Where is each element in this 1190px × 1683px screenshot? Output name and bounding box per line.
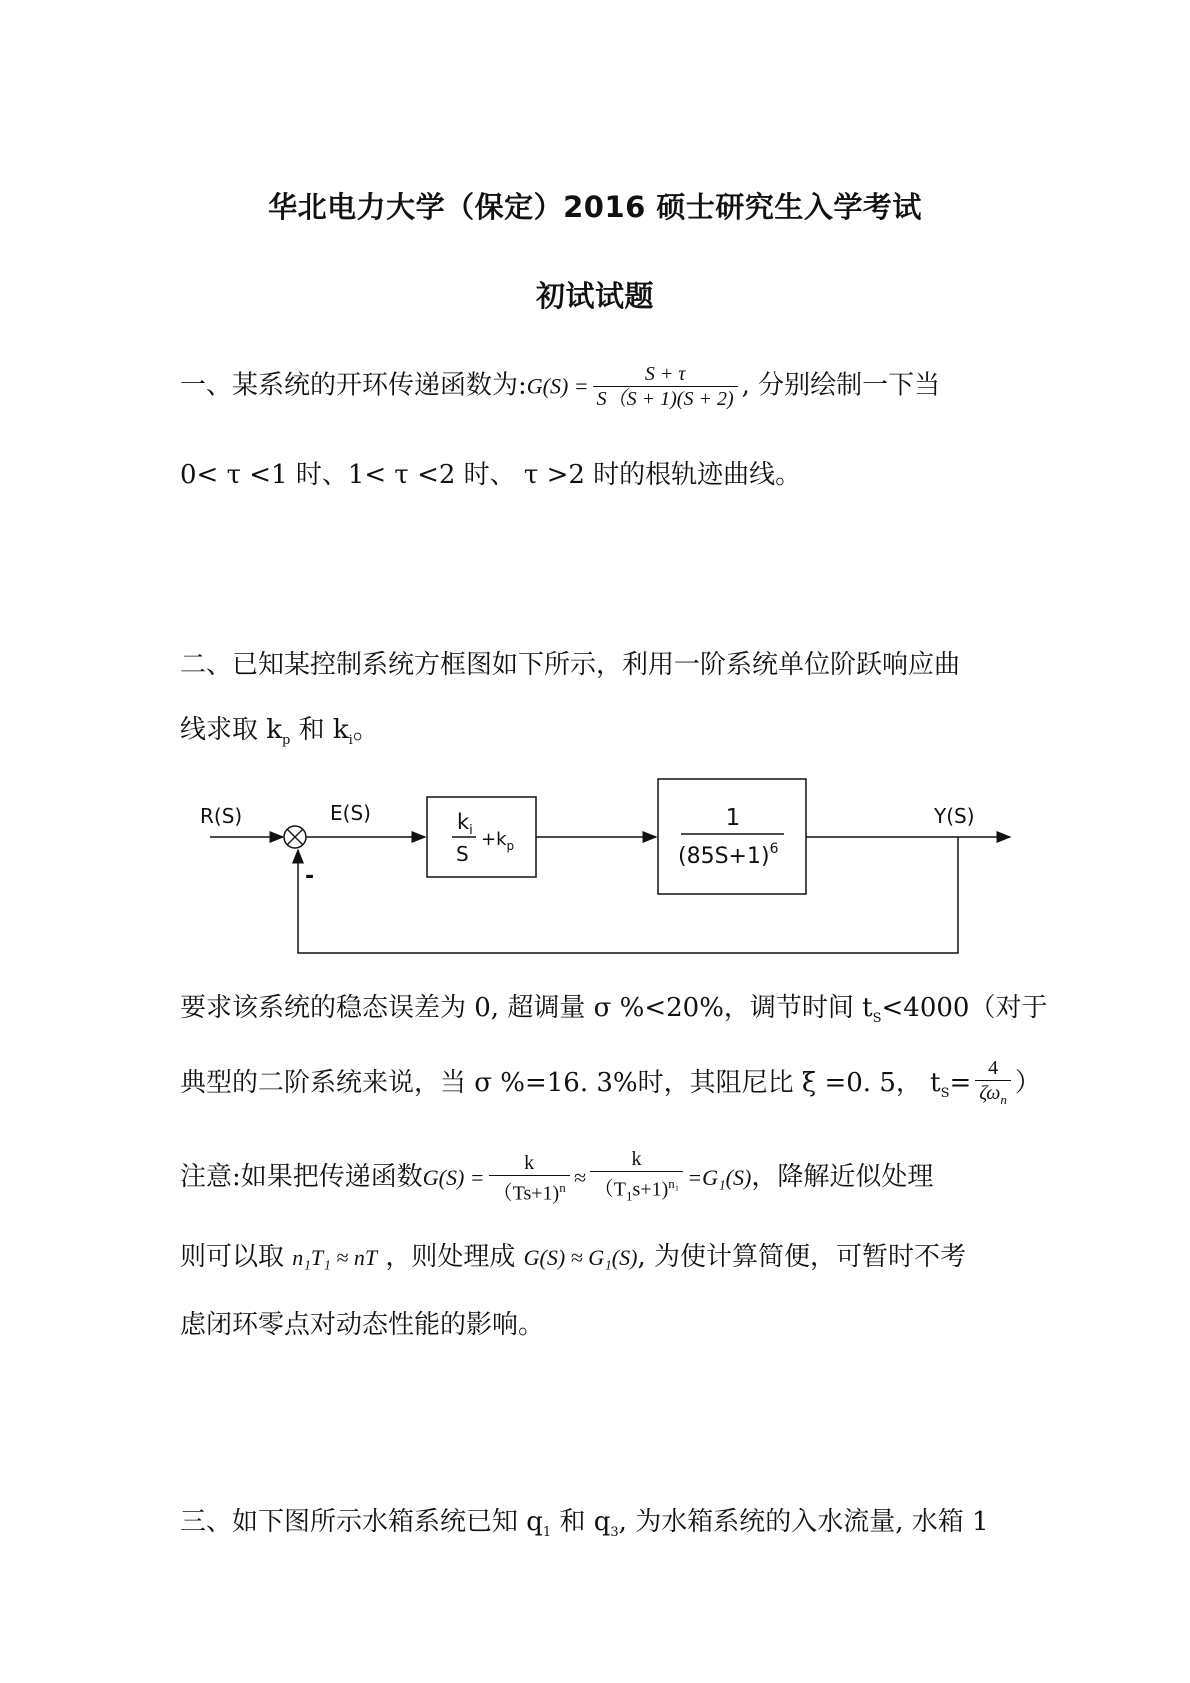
q2-req2-eq: = (949, 1068, 972, 1098)
q1-line2: 0< τ <1 时、1< τ <2 时、 τ >2 时的根轨迹曲线。 (180, 460, 802, 490)
q1-denominator: S（S + 1)(S + 2) (593, 386, 738, 411)
q2-note-line2 (180, 1237, 966, 1278)
note2-math-1: n₁T₁ ≈ nT (292, 1245, 378, 1270)
q3-sub-3: 3 (610, 1525, 619, 1541)
note-f2-num: k (631, 1148, 642, 1170)
page-title: 华北电力大学（保定）2016 硕士研究生入学考试 (268, 190, 922, 224)
note-rhs: =G₁(S) (687, 1164, 752, 1190)
q3-text-a: 三、如下图所示水箱系统已知 q (180, 1507, 543, 1537)
q2-req1-text-a: 要求该系统的稳态误差为 0, 超调量 σ %<20%，调节时间 t (180, 993, 873, 1023)
q1-transfer-fraction (593, 362, 738, 411)
q1-line1 (180, 362, 940, 411)
q2-line2-sub-i: i (348, 733, 353, 749)
ts-denominator: $\zeta\omega_n$ (975, 1080, 1011, 1112)
q2-req1-sub: S (872, 1011, 882, 1027)
q1-lhs: G(S) = (526, 373, 589, 399)
q1-suffix: , 分别绘制一下当 (741, 370, 941, 401)
note-text-b: ，降解近似处理 (751, 1161, 934, 1192)
page-subtitle: 初试试题 (535, 279, 654, 313)
q2-note-line3: 虑闭环零点对动态性能的影响。 (180, 1310, 545, 1340)
feedback-path (298, 837, 958, 953)
pi-s-label: S (456, 842, 469, 866)
q2-req2-close: ） (1014, 1068, 1041, 1098)
plant-block (658, 779, 806, 894)
note2-text-c: , 为使计算简便，可暂时不考 (637, 1242, 966, 1272)
q3-text-b: 和 q (551, 1507, 611, 1537)
q3-text-c: , 为水箱系统的入水流量, 水箱 1 (618, 1507, 989, 1537)
block-diagram (0, 775, 1190, 1005)
note-fraction-2 (590, 1147, 684, 1209)
note-f2-den: $(T_1s+1)^{n_1}$ (590, 1171, 684, 1209)
pi-kp-label: $+k_p$ (481, 829, 515, 853)
q3-line1 (180, 1502, 989, 1553)
ts-formula-fraction (975, 1056, 1011, 1112)
q1-numerator: S + τ (644, 363, 686, 385)
q2-line2-text-c: 。 (352, 715, 379, 745)
feedback-sign: - (305, 864, 315, 889)
diagram-output-label: Y(S) (934, 804, 975, 828)
q2-line2-text-b: 和 k (290, 715, 349, 745)
plant-numerator: 1 (725, 805, 741, 831)
q2-req2-text: 典型的二阶系统来说，当 σ %=16. 3%时，其阻尼比 ξ =0. 5， t (180, 1068, 941, 1098)
note2-math-2: G(S) ≈ G₁(S) (523, 1245, 638, 1270)
note-f1-den: （Ts+1)$^n$ (489, 1175, 570, 1206)
note-text-a: 注意:如果把传递函数 (180, 1161, 423, 1192)
note-fraction-1 (489, 1151, 570, 1206)
q2-requirement-line2 (180, 1056, 1041, 1114)
q2-line2-text-a: 线求取 k (180, 715, 283, 745)
q2-line2 (180, 710, 379, 761)
q1-prefix: 一、某系统的开环传递函数为: (180, 370, 527, 401)
diagram-error-label: E(S) (330, 801, 371, 825)
diagram-input-label: R(S) (200, 804, 243, 828)
note2-text-b: ，则处理成 (377, 1242, 524, 1272)
note-approx: ≈ (573, 1164, 586, 1190)
q2-line1: 二、已知某控制系统方框图如下所示，利用一阶系统单位阶跃响应曲 (180, 650, 961, 680)
ts-numerator: 4 (988, 1057, 999, 1079)
plant-denominator: $(85S+1)^6$ (678, 841, 779, 869)
pi-ki-label: $k_i$ (457, 810, 473, 838)
note-lhs: G(S) = (422, 1164, 485, 1190)
note2-text-a: 则可以取 (180, 1242, 293, 1272)
q2-line2-sub-p: p (282, 733, 291, 749)
q2-note-line1 (180, 1147, 933, 1209)
q3-sub-1: 1 (542, 1525, 552, 1541)
q2-requirement-line1 (180, 988, 1047, 1039)
note-f1-num: k (524, 1151, 535, 1174)
q2-req1-text-b: <4000（对于 (881, 993, 1048, 1023)
q2-req2-sub: S (940, 1086, 950, 1102)
